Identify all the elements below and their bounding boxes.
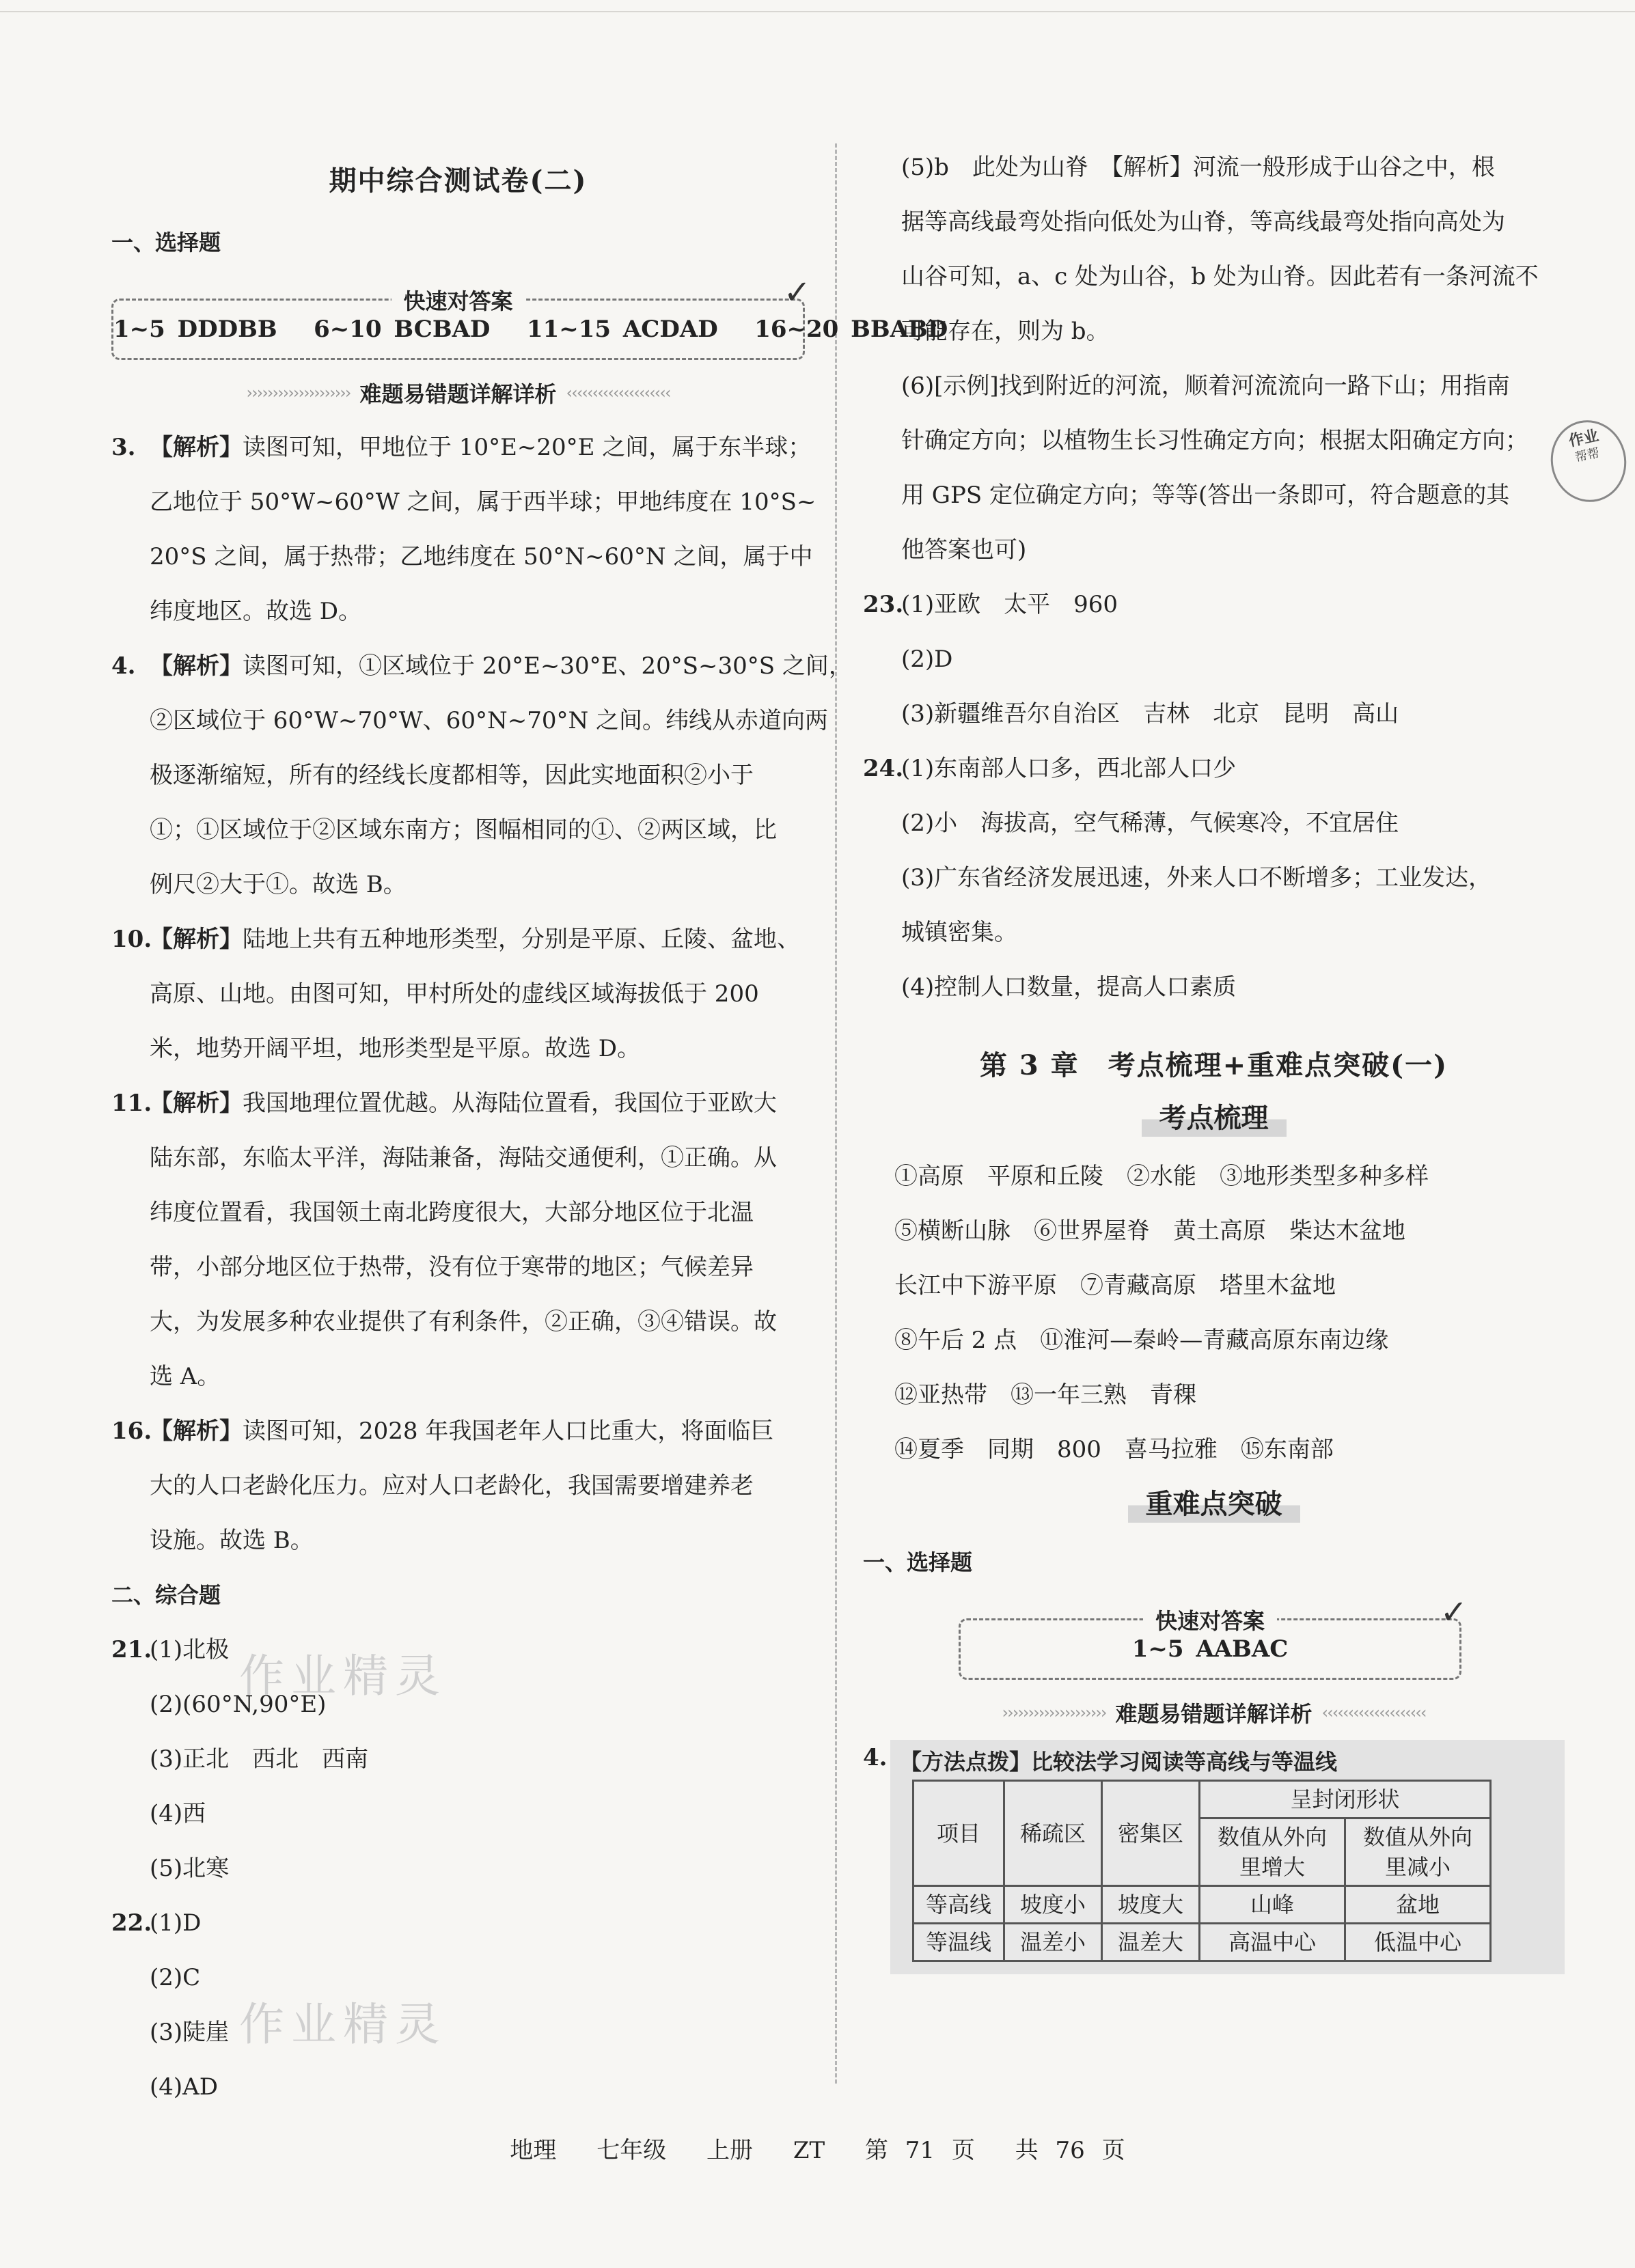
text-line: 带，小部分地区位于热带，没有位于寒带的地区；气候差异	[150, 1254, 754, 1281]
question-number: 21.	[111, 1636, 152, 1663]
table-cell: 坡度大	[1102, 1886, 1200, 1924]
watermark: 作业精灵	[239, 1650, 447, 1702]
check-icon: ✓	[783, 273, 811, 312]
question-number: 23.	[863, 591, 904, 618]
analysis-tag: 【解析】	[150, 926, 243, 953]
answer-group: 6~10 BCBAD	[314, 316, 491, 343]
text-line: 纬度位置看，我国领土南北跨度很大，大部分地区位于北温	[150, 1199, 754, 1226]
question-10	[111, 912, 805, 1076]
text-line: 例尺②大于①。故选 B。	[150, 871, 407, 898]
answer-line: (4)控制人口数量，提高人口素质	[901, 973, 1237, 1001]
text-line: 乙地位于 50°W~60°W 之间，属于西半球；甲地纬度在 10°S~	[150, 488, 816, 516]
answer-line: (2)D	[901, 646, 953, 673]
text-line: 他答案也可)	[901, 536, 1027, 564]
detail-bar-title: 难题易错题详解详析	[1115, 1701, 1313, 1727]
section-heading: 一、选择题	[111, 230, 221, 255]
column-divider	[835, 143, 837, 2084]
stamp-text: 作业	[1567, 426, 1601, 451]
question-number: 10.	[111, 926, 152, 953]
footer-volume: 上册	[706, 2137, 754, 2164]
answer-group: 16~20 BBABD	[754, 316, 948, 343]
quick-answer-box	[111, 273, 948, 360]
check-icon: ✓	[1440, 1593, 1468, 1631]
answer-line: (3)广东省经济发展迅速，外来人口不断增多；工业发达，	[901, 864, 1492, 891]
text-line: 我国地理位置优越。从海陆位置看，我国位于亚欧大	[243, 1090, 777, 1117]
text-line: (5)b 此处为山脊 【解析】河流一般形成于山谷之中，根	[901, 154, 1495, 181]
analysis-tag: 【解析】	[150, 1418, 243, 1445]
answer-group: 1~5 DDDBB	[113, 316, 277, 343]
stamp-subtext: 帮帮	[1574, 445, 1602, 465]
question-24	[863, 741, 1565, 1014]
quick-answer-title: 快速对答案	[391, 284, 525, 316]
table-header-cell: 密集区	[1102, 1781, 1200, 1886]
text-line: 纬度地区。故选 D。	[150, 598, 362, 625]
question-number: 24.	[863, 755, 904, 782]
question-22-continued	[863, 140, 1565, 577]
text-line: 读图可知，2028 年我国老年人口比重大，将面临巨	[243, 1418, 774, 1445]
key-points-list	[863, 1149, 1565, 1477]
text-line: ②区域位于 60°W~70°W、60°N~70°N 之间。纬线从赤道向两	[150, 707, 829, 734]
question-23	[863, 577, 1565, 741]
table-cell: 温差小	[1004, 1924, 1102, 1961]
footer-grade: 七年级	[596, 2137, 667, 2164]
text-line: 大的人口老龄化压力。应对人口老龄化，我国需要增建养老	[150, 1472, 754, 1499]
right-column	[863, 140, 1565, 1974]
table-cell: 坡度小	[1004, 1886, 1102, 1924]
question-number: 4.	[111, 652, 136, 680]
key-points-heading	[863, 1095, 1565, 1137]
text-line: 可能存在，则为 b。	[901, 318, 1110, 345]
answer-line: (2)(60°N,90°E)	[150, 1691, 327, 1718]
table-cell: 温差大	[1102, 1924, 1200, 1961]
difficulty-title: 重难点突破	[1128, 1481, 1300, 1523]
key-point-line: ⑭夏季 同期 800 喜马拉雅 ⑮东南部	[894, 1436, 1334, 1463]
key-points-title: 考点梳理	[1142, 1095, 1287, 1137]
table-header-cell: 数值从外向里减小	[1345, 1818, 1491, 1886]
text-line: 选 A。	[150, 1363, 221, 1390]
text-line: 读图可知，甲地位于 10°E~20°E 之间，属于东半球；	[243, 434, 812, 461]
method-title	[900, 1744, 1555, 1780]
question-11	[111, 1076, 805, 1404]
table-header-cell: 数值从外向里增大	[1200, 1818, 1345, 1886]
answer-line: 城镇密集。	[901, 919, 1017, 946]
analysis-tag: 【解析】	[150, 434, 243, 461]
analysis-tag: 【解析】	[150, 1090, 243, 1117]
question-number: 3.	[111, 434, 136, 461]
method-tag: 【方法点拨】	[900, 1749, 1032, 1775]
question-number: 11.	[111, 1090, 152, 1117]
key-point-line: ⑧午后 2 点 ⑪淮河—秦岭—青藏高原东南边缘	[894, 1327, 1389, 1354]
key-point-line: ⑫亚热带 ⑬一年三熟 青稞	[894, 1381, 1196, 1409]
text-line: 陆东部，东临太平洋，海陆兼备，海陆交通便利，①正确。从	[150, 1144, 777, 1172]
table-cell: 高温中心	[1200, 1924, 1345, 1961]
section-heading: 一、选择题	[863, 1549, 973, 1575]
text-line: 设施。故选 B。	[150, 1527, 314, 1554]
text-line: 读图可知，①区域位于 20°E~30°E、20°S~30°S 之间，	[243, 652, 852, 680]
text-line: ①；①区域位于②区域东南方；图幅相同的①、②两区域，比	[150, 816, 777, 844]
detail-bar-title: 难题易错题详解详析	[359, 381, 557, 407]
text-line: (6)[示例]找到附近的河流，顺着河流流向一路下山；用指南	[901, 372, 1510, 400]
detail-bar	[111, 372, 805, 413]
question-number: 4.	[863, 1744, 888, 1771]
table-header-cell: 呈封闭形状	[1200, 1781, 1491, 1818]
table-header-row	[913, 1781, 1491, 1818]
answer-line: (2)C	[150, 1964, 201, 1991]
question-number: 22.	[111, 1909, 152, 1937]
detail-bar	[863, 1692, 1565, 1733]
table-row	[913, 1924, 1491, 1961]
arrows-right-icon: ››››››››››››››››››››	[1002, 1703, 1106, 1722]
section-heading: 二、综合题	[111, 1582, 221, 1608]
arrows-left-icon: ‹‹‹‹‹‹‹‹‹‹‹‹‹‹‹‹‹‹‹‹	[1321, 1703, 1426, 1722]
text-line: 用 GPS 定位确定方向；等等(答出一条即可，符合题意的其	[901, 482, 1510, 509]
footer-page: 第 71 页	[864, 2137, 975, 2164]
table-cell: 等温线	[913, 1924, 1004, 1961]
table-row	[913, 1886, 1491, 1924]
answer-line: (4)西	[150, 1800, 206, 1827]
question-21	[111, 1622, 805, 1896]
arrows-right-icon: ››››››››››››››››››››	[246, 383, 351, 402]
arrows-left-icon: ‹‹‹‹‹‹‹‹‹‹‹‹‹‹‹‹‹‹‹‹	[566, 383, 670, 402]
answer-line: (1)北极	[150, 1636, 230, 1663]
chapter-title: 第 3 章 考点梳理+重难点突破(一)	[979, 1049, 1448, 1081]
method-panel	[890, 1740, 1565, 1974]
method-title-text: 比较法学习阅读等高线与等温线	[1031, 1749, 1338, 1775]
key-point-line: 长江中下游平原 ⑦青藏高原 塔里木盆地	[894, 1272, 1336, 1299]
text-line: 陆地上共有五种地形类型，分别是平原、丘陵、盆地、	[243, 926, 800, 953]
question-4	[111, 639, 852, 912]
answer-group: 11~15 ACDAD	[526, 316, 718, 343]
question-22	[111, 1896, 805, 2114]
difficulty-heading	[863, 1481, 1565, 1523]
text-line: 大，为发展多种农业提供了有利条件，②正确，③④错误。故	[150, 1308, 777, 1336]
answer-line: (1)D	[150, 1909, 202, 1937]
table-cell: 低温中心	[1345, 1924, 1491, 1961]
answer-line: (4)AD	[150, 2073, 218, 2101]
answer-line: (5)北寒	[150, 1855, 230, 1882]
watermark: 作业精灵	[239, 1998, 447, 2051]
text-line: 高原、山地。由图可知，甲村所处的虚线区域海拔低于 200	[150, 980, 759, 1008]
question-3	[111, 420, 816, 639]
answer-line: (2)小 海拔高，空气稀薄，气候寒冷，不宜居住	[901, 810, 1399, 837]
text-line: 米，地势开阔平坦，地形类型是平原。故选 D。	[150, 1035, 641, 1062]
question-4-block	[863, 1740, 1565, 1974]
quick-answer-list: 1~5 AABAC	[1131, 1635, 1289, 1663]
analysis-tag: 【解析】	[150, 652, 243, 680]
text-line: 极逐渐缩短，所有的经线长度都相等，因此实地面积②小于	[150, 762, 754, 789]
footer-subject: 地理	[510, 2137, 557, 2164]
footer-edition: ZT	[793, 2137, 825, 2164]
text-line: 山谷可知，a、c 处为山谷，b 处为山脊。因此若有一条河流不	[901, 263, 1539, 290]
quick-answer-box	[959, 1593, 1468, 1680]
question-16	[111, 1404, 805, 1568]
answer-line: (1)亚欧 太平 960	[901, 591, 1118, 618]
answer-line: (3)新疆维吾尔自治区 吉林 北京 昆明 高山	[901, 700, 1399, 728]
text-line: 据等高线最弯处指向低处为山脊，等高线最弯处指向高处为	[901, 208, 1505, 236]
footer-total: 共 76 页	[1015, 2137, 1125, 2164]
text-line: 针确定方向；以植物生长习性确定方向；根据太阳确定方向；	[901, 427, 1528, 454]
quick-answer-title: 快速对答案	[1143, 1604, 1277, 1635]
table-cell: 山峰	[1200, 1886, 1345, 1924]
answer-line: (1)东南部人口多，西北部人口少	[901, 755, 1237, 782]
table-cell: 盆地	[1345, 1886, 1491, 1924]
question-number: 16.	[111, 1418, 152, 1445]
key-point-line: ①高原 平原和丘陵 ②水能 ③地形类型多种多样	[894, 1163, 1429, 1190]
page-footer	[0, 2131, 1635, 2165]
table-header-cell: 稀疏区	[1004, 1781, 1102, 1886]
table-cell: 等高线	[913, 1886, 1004, 1924]
page-title: 期中综合测试卷(二)	[329, 165, 588, 197]
table-header-cell: 项目	[913, 1781, 1004, 1886]
answer-line: (3)陡崖	[150, 2019, 230, 2046]
key-point-line: ⑤横断山脉 ⑥世界屋脊 黄土高原 柴达木盆地	[894, 1217, 1405, 1245]
text-line: 20°S 之间，属于热带；乙地纬度在 50°N~60°N 之间，属于中	[150, 543, 813, 570]
comparison-table	[912, 1780, 1492, 1962]
answer-line: (3)正北 西北 西南	[150, 1745, 369, 1773]
top-rule	[0, 11, 1635, 12]
